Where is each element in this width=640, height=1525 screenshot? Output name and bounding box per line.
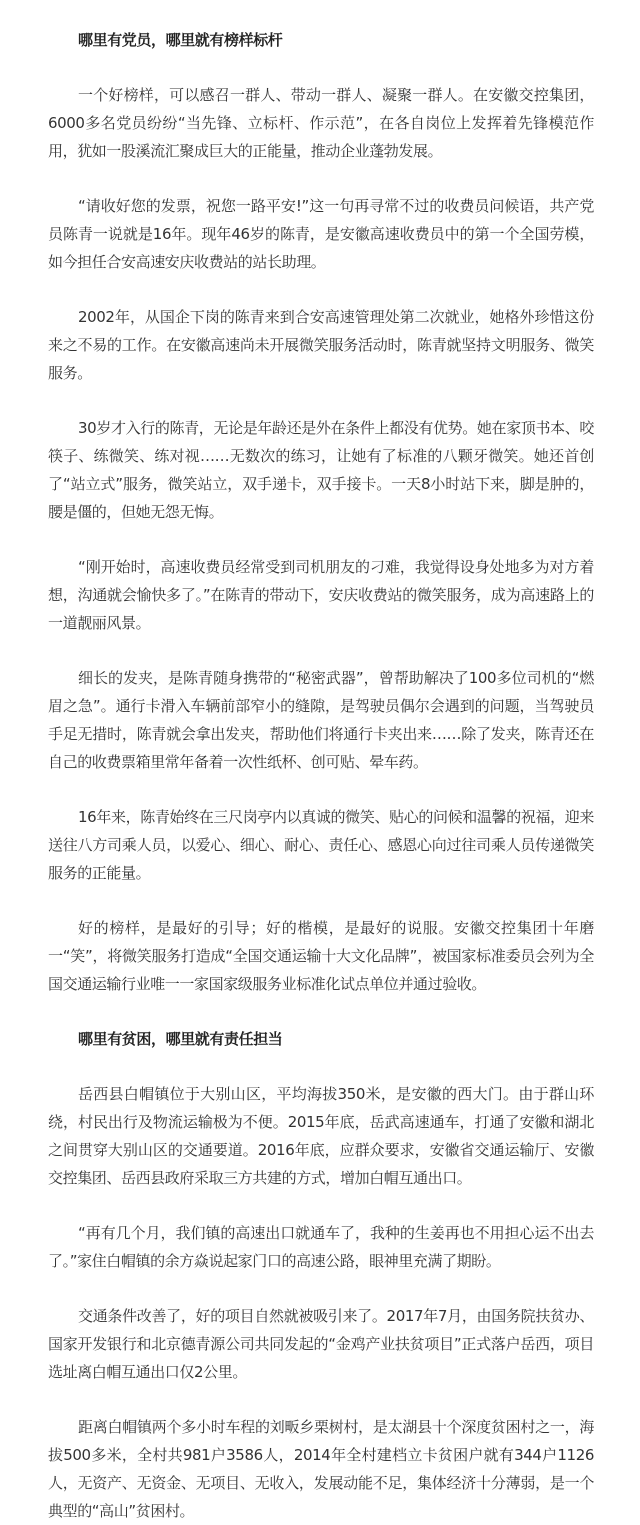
paragraph: 岳西县白帽镇位于大别山区，平均海拔350米，是安徽的西大门。由于群山环绕，村民出行及物流运输极为不便。2015年底，岳武高速通车，打通了安徽和湖北之间贯穿大别山区的交通要道。2016年底，应群众要求，安徽省交通运输厅、安徽交控集团、岳西县政府采取三方共建的方式，增加白帽互通出口。 xyxy=(48,1085,594,1187)
paragraph: 交通条件改善了，好的项目自然就被吸引来了。2017年7月，由国务院扶贫办、国家开发银行和北京德青源公司共同发起的“金鸡产业扶贫项目”正式落户岳西，项目选址离白帽互通出口仅2公里。 xyxy=(48,1307,594,1381)
paragraph: 30岁才入行的陈青，无论是年龄还是外在条件上都没有优势。她在家顶书本、咬筷子、练微笑、练对视……无数次的练习，让她有了标准的八颗牙微笑。她还首创了“站立式”服务，微笑站立，双手递卡，双手接卡。一天8小时站下来，脚是肿的，腰是僵的，但她无怨无悔。 xyxy=(48,419,594,521)
paragraph: 一个好榜样，可以感召一群人、带动一群人、凝聚一群人。在安徽交控集团，6000多名党员纷纷“当先锋、立标杆、作示范”，在各自岗位上发挥着先锋模范作用，犹如一股溪流汇聚成巨大的正能量，推动企业蓬勃发展。 xyxy=(48,86,594,160)
paragraph: 距离白帽镇两个多小时车程的刘畈乡栗树村，是太湖县十个深度贫困村之一，海拔500多米，全村共981户3586人，2014年全村建档立卡贫困户就有344户1126人，无资产、无资金、无项目、无收入，发展动能不足，集体经济十分薄弱，是一个典型的“高山”贫困村。 xyxy=(48,1418,594,1520)
paragraph: 细长的发夹，是陈青随身携带的“秘密武器”，曾帮助解决了100多位司机的“燃眉之急”。通行卡滑入车辆前部窄小的缝隙，是驾驶员偶尔会遇到的问题，当驾驶员手足无措时，陈青就会拿出发夹，帮助他们将通行卡夹出来……除了发夹，陈青还在自己的收费票箱里常年备着一次性纸杯、创可贴、晕车药。 xyxy=(48,669,594,771)
paragraph: 好的榜样，是最好的引导；好的楷模，是最好的说服。安徽交控集团十年磨一“笑”，将微笑服务打造成“全国交通运输十大文化品牌”，被国家标准委员会列为全国交通运输行业唯一一家国家级服务业标准化试点单位并通过验收。 xyxy=(48,919,594,993)
paragraph: “刚开始时，高速收费员经常受到司机朋友的刁难，我觉得设身处地多为对方着想，沟通就会愉快多了。”在陈青的带动下，安庆收费站的微笑服务，成为高速路上的一道靓丽风景。 xyxy=(48,558,594,632)
paragraph: 16年来，陈青始终在三尺岗亭内以真诚的微笑、贴心的问候和温馨的祝福，迎来送往八方司乘人员，以爱心、细心、耐心、责任心、感恩心向过往司乘人员传递微笑服务的正能量。 xyxy=(48,808,594,882)
paragraph: “再有几个月，我们镇的高速出口就通车了，我种的生姜再也不用担心运不出去了。”家住白帽镇的余方焱说起家门口的高速公路，眼神里充满了期盼。 xyxy=(48,1224,594,1270)
paragraph: 2002年，从国企下岗的陈青来到合安高速管理处第二次就业，她格外珍惜这份来之不易的工作。在安徽高速尚未开展微笑服务活动时，陈青就坚持文明服务、微笑服务。 xyxy=(48,308,594,382)
paragraph: “请收好您的发票，祝您一路平安!”这一句再寻常不过的收费员问候语，共产党员陈青一说就是16年。现年46岁的陈青，是安徽高速收费员中的第一个全国劳模，如今担任合安高速安庆收费站的站长助理。 xyxy=(48,197,594,271)
section-heading: 哪里有贫困，哪里就有责任担当 xyxy=(78,1030,283,1048)
section-heading: 哪里有党员，哪里就有榜样标杆 xyxy=(78,31,283,49)
